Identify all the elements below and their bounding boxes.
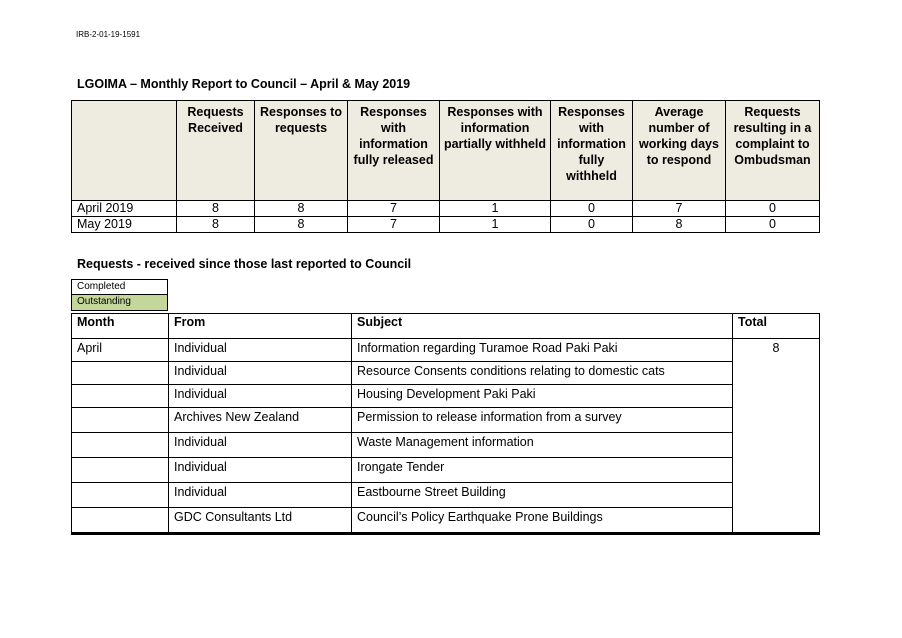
table-row [72, 339, 820, 362]
legend-outstanding: Outstanding [71, 295, 168, 311]
table-row [72, 458, 820, 483]
header-month: Month [72, 314, 169, 339]
cell-from: Individual [169, 458, 352, 483]
requests-header-row [72, 314, 820, 339]
row-label: May 2019 [72, 217, 177, 233]
row-label: April 2019 [72, 201, 177, 217]
header-fully-withheld: Responses with information fully withheld [551, 101, 633, 201]
table-row [72, 408, 820, 433]
cell-responses: 8 [255, 201, 348, 217]
monthly-row-may [72, 217, 820, 233]
header-blank [72, 101, 177, 201]
header-requests-received: Requests Received [177, 101, 255, 201]
cell-fully-released: 7 [348, 201, 440, 217]
cell-fully-released: 7 [348, 217, 440, 233]
cell-average-days: 8 [633, 217, 726, 233]
cell-total: 8 [733, 339, 820, 534]
header-ombudsman-complaints: Requests resulting in a complaint to Ombudsman [726, 101, 820, 201]
header-fully-released: Responses with information fully released [348, 101, 440, 201]
cell-ombudsman: 0 [726, 217, 820, 233]
cell-month [72, 385, 169, 408]
cell-partially-withheld: 1 [440, 217, 551, 233]
table-row [72, 483, 820, 508]
cell-from: GDC Consultants Ltd [169, 508, 352, 534]
table-row [72, 508, 820, 534]
monthly-header-row [72, 101, 820, 201]
cell-subject: Resource Consents conditions relating to domestic cats [352, 362, 733, 385]
header-from: From [169, 314, 352, 339]
document-reference: IRB-2-01-19-1591 [76, 30, 141, 39]
cell-from: Archives New Zealand [169, 408, 352, 433]
cell-responses: 8 [255, 217, 348, 233]
cell-from: Individual [169, 362, 352, 385]
cell-month [72, 433, 169, 458]
cell-from: Individual [169, 385, 352, 408]
header-subject: Subject [352, 314, 733, 339]
table-row [72, 385, 820, 408]
cell-month [72, 362, 169, 385]
cell-requests-received: 8 [177, 201, 255, 217]
cell-subject: Council’s Policy Earthquake Prone Buildings [352, 508, 733, 534]
header-average-days: Average number of working days to respond [633, 101, 726, 201]
cell-subject: Housing Development Paki Paki [352, 385, 733, 408]
header-responses-to-requests: Responses to requests [255, 101, 348, 201]
monthly-row-april [72, 201, 820, 217]
cell-from: Individual [169, 433, 352, 458]
cell-month [72, 483, 169, 508]
monthly-report-table [71, 100, 820, 233]
legend-completed: Completed [71, 279, 168, 295]
cell-subject: Permission to release information from a survey [352, 408, 733, 433]
report-title: LGOIMA – Monthly Report to Council – April & May 2019 [77, 77, 411, 91]
cell-average-days: 7 [633, 201, 726, 217]
cell-ombudsman: 0 [726, 201, 820, 217]
table-row [72, 362, 820, 385]
table-row [72, 433, 820, 458]
cell-from: Individual [169, 483, 352, 508]
header-partially-withheld: Responses with information partially withheld [440, 101, 551, 201]
requests-heading: Requests - received since those last reported to Council [77, 257, 412, 271]
cell-fully-withheld: 0 [551, 217, 633, 233]
cell-from: Individual [169, 339, 352, 362]
cell-month [72, 508, 169, 534]
cell-subject: Eastbourne Street Building [352, 483, 733, 508]
cell-month [72, 408, 169, 433]
cell-partially-withheld: 1 [440, 201, 551, 217]
cell-month: April [72, 339, 169, 362]
cell-subject: Waste Management information [352, 433, 733, 458]
cell-requests-received: 8 [177, 217, 255, 233]
cell-subject: Information regarding Turamoe Road Paki Paki [352, 339, 733, 362]
cell-fully-withheld: 0 [551, 201, 633, 217]
requests-table [71, 313, 820, 535]
cell-month [72, 458, 169, 483]
header-total: Total [733, 314, 820, 339]
cell-subject: Irongate Tender [352, 458, 733, 483]
